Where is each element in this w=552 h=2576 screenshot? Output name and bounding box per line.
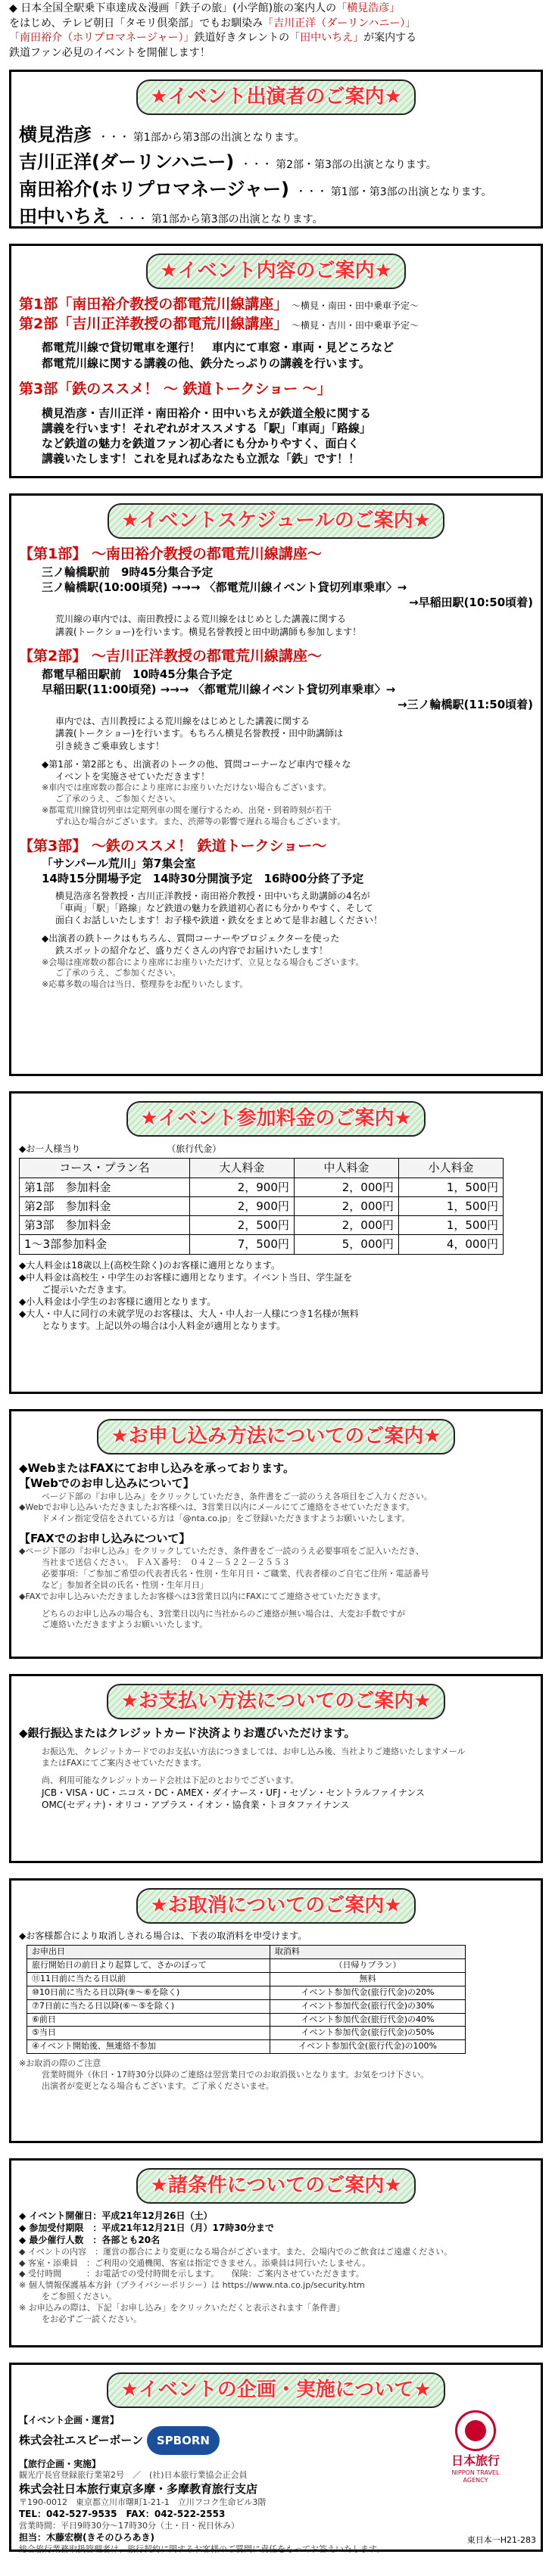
privacy-policy-link[interactable]: ※ 個人情報保護基本方針（プライバシーポリシー）は https://www.nta.co.jp/security.htm [19, 2280, 365, 2291]
part1-cast: ～横見・南田・田中乗車予定～ [292, 300, 419, 312]
cancel-fee: イベント参加代金(旅行代金)の20% [270, 1986, 465, 1999]
fee-value: 5，000円 [294, 1235, 398, 1254]
schedule-text: 「車両」「駅」「路線」など鉄道の魅力を鉄道初心者にも分かりやすく、そして [55, 902, 373, 913]
cancel-date: 旅行開始日の前日より起算して、さかのぼって [27, 1959, 270, 1973]
apply-text: ページ下部の『お申し込み』をクリックしていただき、条件書をご一読のうえ各項目をご入力ください。 [42, 1491, 432, 1501]
apply-fax-heading: 【FAXでのお申し込みについて】 [19, 1532, 191, 1546]
cancel-table [27, 1945, 466, 2054]
schedule-note: ◆出演者の鉄トークはもちろん、質問コーナーやプロジェクターを使った [42, 933, 340, 944]
part3-description: 横見浩彦・吉川正洋・南田裕介・田中いちえが鉄道全般に関する [42, 406, 372, 420]
cancel-note: ※お取消の際のご注意 [19, 2058, 101, 2069]
schedule-text: 講義(トークショー)を行います。横見名誉教授と田中助講師も参加します！ [55, 626, 362, 637]
cast-note: ・・・ 第1部から第3部の出演となります。 [98, 132, 305, 145]
apply-text: ◆WebまたはFAXにてお申し込みを承っております。 [19, 1461, 295, 1476]
fee-col-course: コース・プラン名 [20, 1159, 190, 1178]
terms-text: ◆ イベントの内容 ：運営の都合により変更になる場合がございます。また、会場内でのご飲食はご遠慮ください。 [19, 2246, 453, 2257]
schedule-text: 講義(トークショー)を行います。もちろん横見名誉教授・田中助講師は [55, 728, 344, 739]
nippon-travel-mark-icon [455, 2410, 496, 2451]
schedule-section [9, 493, 543, 1076]
intro-highlight-yoshikawa: 「吉川正洋（ダーリンハニー）」 [263, 17, 416, 30]
content-section [9, 244, 543, 478]
cancel-fee: イベント参加代金(旅行代金)の30% [270, 1999, 465, 2013]
payment-text: お振込先、クレジットカードでのお支払い方法につきましては、お申し込み後、当社よりご連絡いたしますメール [42, 1747, 466, 1757]
schedule-text: 都電早稲田駅前 10時45分集合予定 [42, 667, 232, 681]
schedule-text: 「サンパール荒川」第7集会室 [42, 857, 196, 871]
part2-cast: ～横見・吉川・田中乗車予定～ [292, 319, 419, 331]
terms-event-date: ◆ イベント開催日：平成21年12月26日（土） [19, 2210, 213, 2222]
terms-minimum: ◆ 最少催行人数 ：各部とも20名 [19, 2235, 161, 2246]
table-row [20, 1196, 504, 1215]
cast-member [19, 203, 533, 230]
payment-section [9, 1674, 543, 1863]
fee-table-header [20, 1159, 504, 1178]
schedule-part2-heading: 【第2部】 ～吉川正洋教授の都電荒川線講座～ [19, 647, 322, 664]
fee-course: 第1部 参加料金 [20, 1178, 190, 1196]
organizer-address: 〒190-0012 東京都立川市曙町1-21-1 立川フコク生命ビル3階 [19, 2497, 267, 2507]
part3-description: 講義を行います！それぞれがオススメする「駅」「車両」「路線」 [42, 421, 371, 435]
schedule-note: ※車内では座席数の都合により座席にお座りいただけない場合もございます。 [42, 782, 332, 793]
cast-name: 横見浩彦 [19, 124, 92, 146]
intro-line2: をはじめ、テレビ朝日「タモリ倶楽部」でもお馴染み [9, 17, 264, 30]
cancel-table-header [27, 1946, 466, 1959]
organizer-section [9, 2363, 543, 2552]
apply-text: ◆Webでお申し込みいただきましたお客様へは、3営業日以内にメールにてご連絡をさせていただきます。 [19, 1502, 415, 1513]
cancel-section [9, 1878, 543, 2143]
organizer-label: 【旅行企画・実施】 [19, 2459, 101, 2470]
cast-note: ・・・ 第2部・第3部の出演となります。 [240, 159, 437, 172]
cast-member [19, 176, 533, 203]
terms-section [9, 2158, 543, 2347]
part12-description: 都電荒川線に関する講義の他、鉄分たっぷりの講義を行います。 [42, 356, 370, 370]
fees-travel-cost: （旅行代金） [171, 1143, 222, 1155]
fee-value: 2，000円 [294, 1216, 398, 1235]
fee-table [19, 1158, 504, 1254]
organizer-contact: 担当：木藤宏樹(きそのひろあき) [19, 2532, 154, 2543]
schedule-text: 面白くお話しいたします！お子様や鉄道・鉄女をまとめて是非お越しください！ [55, 915, 383, 926]
nippon-travel-name-en: NIPPON TRAVEL AGENCY [451, 2469, 500, 2484]
fee-col-adult: 大人料金 [189, 1159, 294, 1178]
apply-text: ドメイン指定受信をされている方は「@nta.co.jp」をご登録いただきますようお願いいたします。 [42, 1514, 410, 1524]
apply-section [9, 1409, 543, 1659]
fee-course: 第2部 参加料金 [20, 1196, 190, 1215]
terms-text: ◆ 受付時間 ：お電話での受付時間を示します。 保険：ご案内させていただきます。 [19, 2269, 364, 2279]
fee-value: 1，500円 [398, 1178, 503, 1196]
schedule-note: ずれ込む場合がございます。また、渋滞等の影響で遅れる場合もございます。 [55, 816, 346, 826]
schedule-text: 早稲田駅(11:00頃発) →→→ 〈都電荒川線イベント貸切列車乗車〉→ [42, 682, 396, 696]
intro-line1: ◆ 日本全国全駅乗下車達成＆漫画「鉄子の旅」(小学館)旅の案内人の [9, 2, 337, 14]
fee-value: 7，500円 [189, 1235, 294, 1254]
nippon-travel-logo [441, 2410, 510, 2484]
fee-col-child: 小人料金 [398, 1159, 503, 1178]
part3-description: など鉄道の魅力を鉄道ファン初心者にも分かりやすく、面白く [42, 437, 360, 451]
cancel-date: ④イベント開始後、無連絡不参加 [27, 2040, 270, 2054]
cancel-fee: （日帰りプラン） [270, 1959, 465, 1973]
part3-description: 講義いたします！これを見ればあなたも立派な「鉄」です！！ [42, 452, 360, 466]
apply-text: ◆ページ下部の『お申し込み』をクリックしていただき、条件書をご一読のうえ必要事項をご記入いただき、 [19, 1546, 424, 1557]
table-row [27, 2040, 466, 2054]
cast-title: ★イベント出演者のご案内★ [136, 79, 416, 115]
cancel-date: ⑥前日 [27, 2013, 270, 2027]
payment-card-list: OMC(セディナ)・オリコ・アプラス・イオン・協食業・トヨタファイナンス [42, 1800, 350, 1811]
table-row [27, 2027, 466, 2040]
cast-member [19, 121, 533, 148]
organizer-label: 【イベント企画・運営】 [19, 2415, 120, 2426]
cast-name: 吉川正洋(ダーリンハニー) [19, 151, 235, 173]
organizer-branch: 株式会社日本旅行東京多摩・多摩教育旅行支店 [19, 2482, 258, 2497]
apply-text: など」参加者全員の氏名・性別・生年月日」 [42, 1579, 208, 1590]
cast-note: ・・・ 第1部・第3部の出演となります。 [295, 186, 492, 199]
payment-card-list: JCB・VISA・UC・ニコス・DC・AMEX・ダイナース・UFJ・セゾン・セントラルファイナンス [42, 1787, 425, 1798]
apply-fax-number: 当社まで送信ください。 ＦＡＸ番号： ０４２－５２２－２５５３ [42, 1557, 290, 1568]
cancel-date: ⑦7日前に当たる日以降(⑥～⑤を除く) [27, 1999, 270, 2013]
table-row [27, 2013, 466, 2027]
cast-name: 田中いちえ [19, 206, 110, 228]
schedule-text: 三ノ輪橋駅(10:00頃発) →→→ 〈都電荒川線イベント貸切列車乗車〉→ [42, 580, 407, 594]
fee-value: 1，500円 [398, 1216, 503, 1235]
fee-note: ◆大人・中人に同行の未就学児のお客様は、大人・中人お一人様につき1名様が無料 [19, 1308, 359, 1320]
terms-deadline: ◆ 参加受付期限 ：平成21年12月21日（月）17時30分まで [19, 2223, 274, 2234]
apply-text: どちらのお申し込みの場合も、3営業日以内に当社からのご連絡が無い場合は、大変お手数ですが [42, 1608, 405, 1619]
fee-col-middle: 中人料金 [294, 1159, 398, 1178]
organizer-registration: 観光庁長官登録旅行業第2号 ／ (社)日本旅行業協会正会員 [19, 2470, 248, 2481]
schedule-note: ※都電荒川線貸切列車は定期列車の間を運行するため、出発・到着時刻が若干 [42, 804, 332, 815]
fee-note: ◆中人料金は高校生・中学生のお客様に適用となります。イベント当日、学生証を [19, 1271, 353, 1283]
table-row [20, 1178, 504, 1196]
schedule-text: →三ノ輪橋駅(11:50頃着) [397, 698, 533, 711]
terms-title: ★諸条件についてのご案内★ [136, 2168, 415, 2204]
terms-text: をお必ずご一読ください。 [42, 2313, 142, 2324]
fee-note: となります。上記以外の場合は小人料金が適用となります。 [42, 1321, 286, 1332]
fees-section [9, 1091, 543, 1394]
schedule-note: イベントを実施させていただきます！ [55, 771, 211, 782]
schedule-note: ※会場は座席数の都合により座席にお座りいただけず、立見となる場合もございます。 [42, 957, 364, 967]
organizer-title: ★イベントの企画・実施について★ [107, 2372, 444, 2408]
part2-heading: 第2部「吉川正洋教授の都電荒川線講座」 [19, 315, 288, 332]
cancel-fee: イベント参加代金(旅行代金)の40% [270, 2013, 465, 2027]
intro-line3-end: が案内する [363, 32, 417, 45]
schedule-part3-heading: 【第3部】 ～鉄のススメ！ 鉄道トークショー～ [19, 837, 327, 854]
fee-value: 2，900円 [189, 1196, 294, 1215]
organizer-note: 総合旅行業務取扱管理者は、旅行契約に関するお客様のご質問に責任をもってお答えいたします。 [19, 2543, 385, 2554]
fee-value: 2，900円 [189, 1178, 294, 1196]
nippon-travel-name: 日本旅行 [451, 2453, 500, 2468]
payment-title: ★お支払い方法についてのご案内★ [107, 1684, 444, 1719]
fee-value: 4，000円 [398, 1235, 503, 1254]
fee-note: ◆大人料金は18歳以上(高校生除く)のお客様に適用となります。 [19, 1259, 280, 1271]
schedule-note: ◆第1部・第2部とも、出演者のトークの他、質問コーナーなど車内で様々な [42, 758, 351, 770]
schedule-text: 横見浩彦名誉教授・吉川正洋教授・南田裕介教授・田中いちえ助講師の4名が [55, 890, 370, 901]
organizer-hours: 営業時間：平日9時30分～17時30分（土・日・祝日休み） [19, 2520, 239, 2531]
schedule-text: 14時15分開場予定 14時30分開演予定 16時00分終了予定 [42, 872, 364, 886]
intro-highlight-tanaka: 「田中いちえ」 [289, 32, 364, 45]
cancel-title: ★お取消についてのご案内★ [136, 1888, 415, 1924]
cancel-note: 出演者が変更となる場合もございます。ご了承くださいませ。 [42, 2080, 274, 2091]
fee-note: ご提示いただきます。 [42, 1283, 133, 1295]
schedule-note: 鉄スポットの紹介など、盛りだくさんの内容でお届けいたします！ [55, 945, 329, 957]
cancel-col-date: お申出日 [27, 1946, 270, 1959]
table-row [20, 1235, 504, 1254]
schedule-title: ★イベントスケジュールのご案内★ [108, 503, 444, 539]
cancel-date: ⑤当日 [27, 2027, 270, 2040]
cancel-lead: ◆お客様都合により取消しされる場合は、下表の取消料を申受けます。 [19, 1930, 307, 1942]
table-row [27, 1959, 466, 1973]
table-row [27, 1999, 466, 2013]
payment-text: 尚、利用可能なクレジットカード会社は下記のとおりでございます。 [42, 1775, 299, 1786]
table-row [20, 1216, 504, 1235]
organizer-phone: TEL：042-527-9535 FAX：042-522-2553 [19, 2509, 226, 2520]
schedule-note: ※応募多数の場合は当日、整理券をお配りいたします。 [42, 979, 248, 990]
fee-value: 2，000円 [294, 1178, 398, 1196]
content-title: ★イベント内容のご案内★ [146, 254, 406, 289]
apply-text: ご連絡いただきますようお願いいたします。 [42, 1619, 208, 1630]
apply-web-heading: 【Webでのお申し込みについて】 [19, 1476, 195, 1491]
schedule-text: 引き続きご乗車致します！ [55, 740, 165, 751]
document-number: 東日本一H21-283 [466, 2535, 536, 2546]
cancel-fee: イベント参加代金(旅行代金)の100% [270, 2040, 465, 2054]
part3-heading: 第3部「鉄のススメ！ ～ 鉄道トークショー ～」 [19, 380, 332, 397]
cancel-fee: イベント参加代金(旅行代金)の50% [270, 2027, 465, 2040]
apply-title: ★お申し込み方法についてのご案内★ [97, 1419, 454, 1454]
intro-highlight-minamida: 「南田裕介（ホリプロマネージャー）」 [9, 32, 195, 45]
part1-heading: 第1部「南田裕介教授の都電荒川線講座」 [19, 296, 288, 313]
cancel-date: ⑩10日前に当たる日以降(⑨～⑥を除く) [27, 1986, 270, 1999]
intro-line3: 鉄道好きタレントの [194, 32, 290, 45]
intro-text [9, 0, 543, 70]
part12-description: 都電荒川線で貸切電車を運行！ 車内にて車窓・車両・見どころなど [42, 341, 395, 355]
schedule-text: 車内では、吉川教授による荒川線をはじめとした講義に関する [55, 716, 310, 727]
table-row [27, 1972, 466, 1986]
fees-per-person: ◆お一人様当り [19, 1143, 81, 1155]
fee-course: 第3部 参加料金 [20, 1216, 190, 1235]
schedule-text: 三ノ輪橋駅前 9時45分集合予定 [42, 565, 214, 579]
table-row [27, 1986, 466, 1999]
schedule-note: ご了承のうえ、ご参加ください。 [55, 794, 181, 804]
apply-text: ◆FAXでお申し込みいただきましたお客様へは3営業日以内にFAXにてご連絡させていただきます。 [19, 1591, 386, 1601]
terms-text: ◆ 客室・添乗員 ：ご利用の交通機関、客室は指定できません。添乗員は同行いたしません。 [19, 2257, 371, 2268]
terms-text: をご参照ください。 [42, 2291, 117, 2302]
fee-value: 2，000円 [294, 1196, 398, 1215]
schedule-text: 荒川線の車内では、南田教授による荒川線をはじめとした講義に関する [55, 614, 347, 625]
cast-section [9, 70, 543, 229]
schedule-note: ご了承のうえ、ご参加ください。 [55, 968, 181, 978]
terms-text: ※ お申込みの際は、下記「お申し込み」をクリックいただくと表示されます「条件書」 [19, 2302, 345, 2313]
cancel-note: 営業時間外（休日・17時30分以降のご連絡は翌営業日でのお取消扱いとなります。お気をつけ下さい。 [42, 2069, 429, 2080]
schedule-part1-heading: 【第1部】 ～南田裕介教授の都電荒川線講座～ [19, 546, 322, 563]
fee-note: ◆小人料金は小学生のお客様に適用となります。 [19, 1296, 217, 1308]
cancel-fee: 無料 [270, 1972, 465, 1986]
payment-text: またはFAXにてご案内させていただきます。 [42, 1758, 207, 1769]
intro-line4: 鉄道ファン必見のイベントを開催します！ [9, 46, 211, 59]
cast-name: 南田裕介(ホリプロマネージャー) [19, 179, 289, 201]
fee-value: 1，500円 [398, 1196, 503, 1215]
payment-text: ◆銀行振込またはクレジットカード決済よりお選びいただけます。 [19, 1726, 356, 1741]
cancel-col-fee: 取消料 [270, 1946, 465, 1959]
spborn-logo: SPBORN [147, 2426, 220, 2455]
organizer-company: 株式会社エスピーボーン [19, 2433, 144, 2447]
fee-value: 2，500円 [189, 1216, 294, 1235]
schedule-text: →早稲田駅(10:50頃着) [408, 596, 533, 610]
fee-course: 1～3部参加料金 [20, 1235, 190, 1254]
apply-text: 必要事項：「ご参加ご希望の代表者氏名・性別・生年月日・ご職業、代表者様のご自宅ご住所・電話番号 [42, 1569, 429, 1579]
cast-note: ・・・ 第1部から第3部の出演となります。 [116, 213, 323, 226]
fees-title: ★イベント参加料金のご案内★ [126, 1101, 426, 1137]
cast-member [19, 148, 533, 176]
cancel-date: ⑪11日前に当たる日以前 [27, 1972, 270, 1986]
intro-highlight-yokomi: 「横見浩彦」 [336, 2, 401, 14]
